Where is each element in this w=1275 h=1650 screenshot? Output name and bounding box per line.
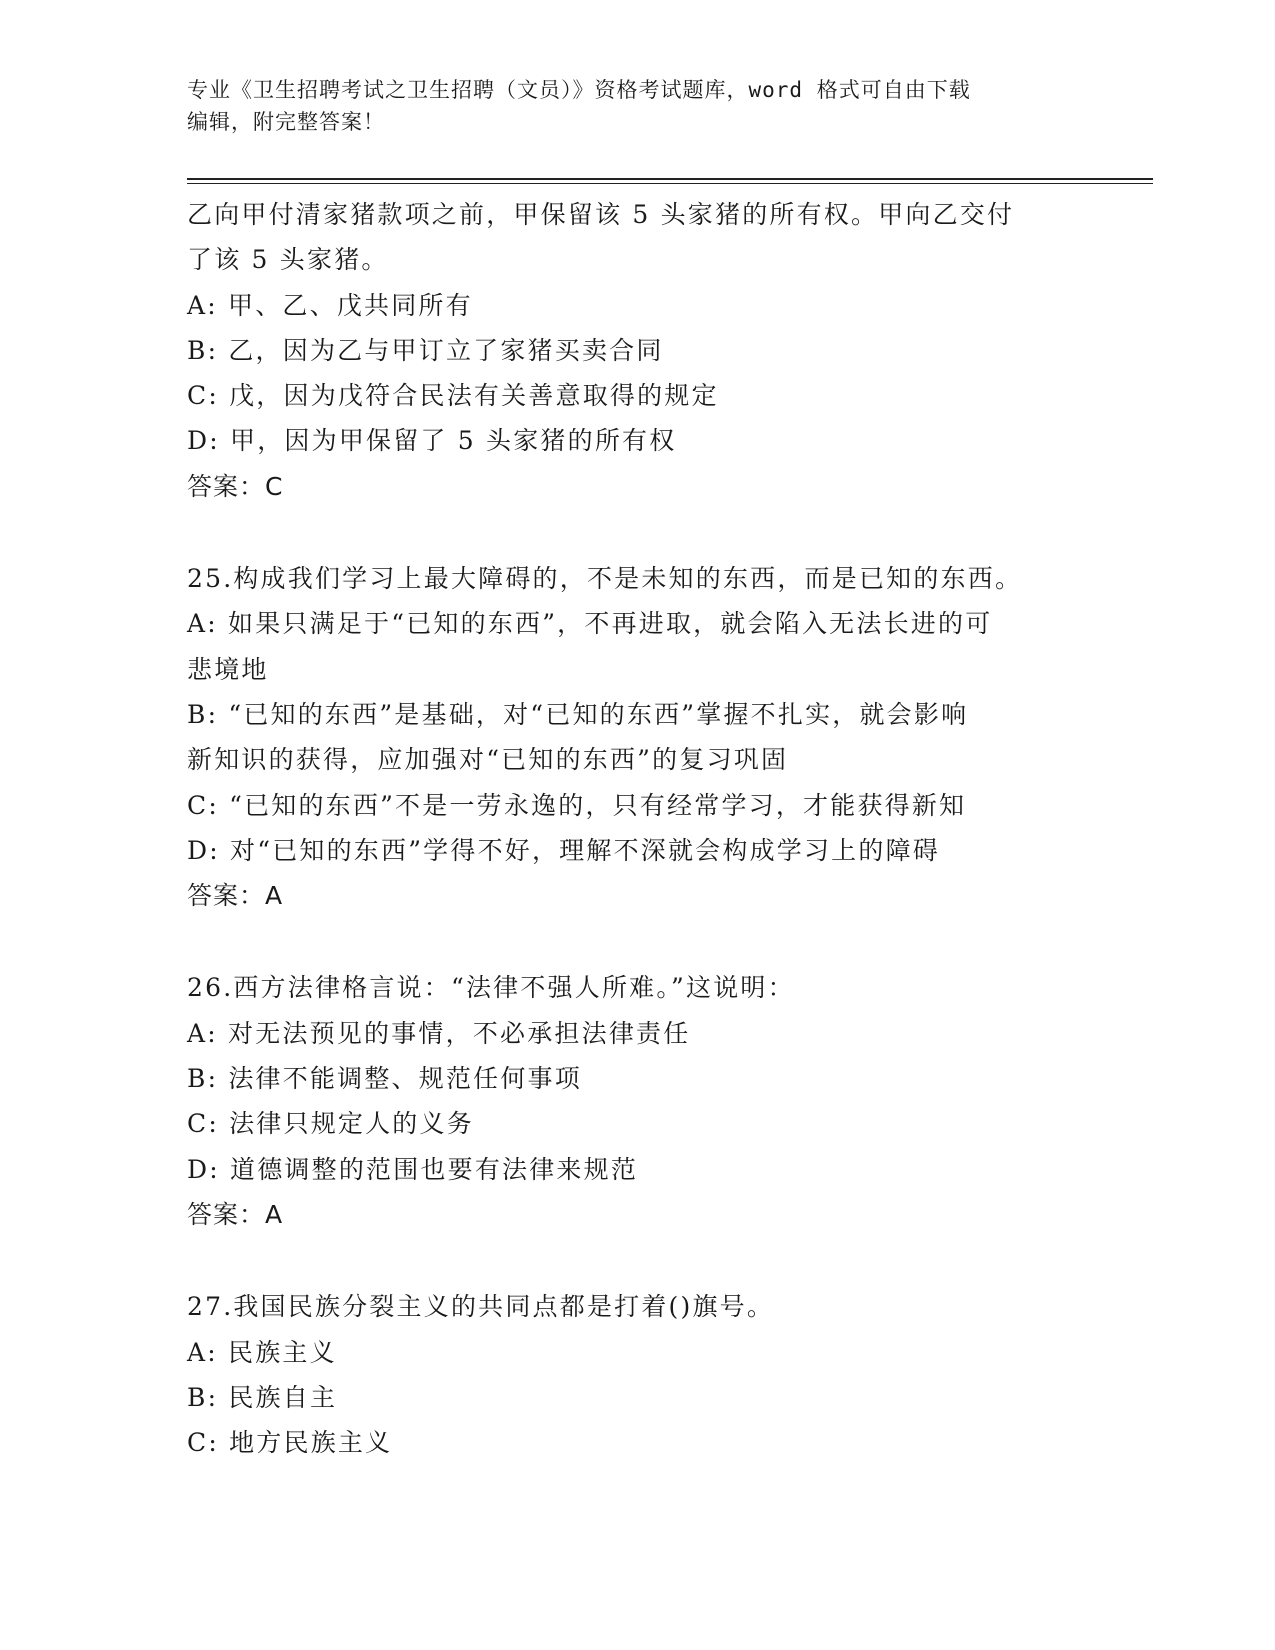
option-b: B: 法律不能调整、规范任何事项 <box>187 1064 582 1094</box>
option-a: A: 甲、乙、戊共同所有 <box>187 290 473 320</box>
option-c: C: 戊，因为戊符合民法有关善意取得的规定 <box>187 381 719 411</box>
answer-line: 答案：A <box>187 1199 284 1229</box>
question-stem-line: 25.构成我们学习上最大障碍的，不是未知的东西，而是已知的东西。 <box>187 564 1023 594</box>
question-26-block <box>187 965 1087 1237</box>
question-spacer <box>187 1237 1087 1284</box>
option-b: B: 民族自主 <box>187 1382 338 1412</box>
option-d: D: 甲，因为甲保留了 5 头家猪的所有权 <box>187 426 677 456</box>
question-content <box>187 192 1087 1465</box>
question-spacer <box>187 509 1087 556</box>
option-a-continued: 悲境地 <box>187 654 269 684</box>
answer-line: 答案：C <box>187 471 284 501</box>
header-divider-thin <box>187 183 1153 184</box>
option-a: A: 对无法预见的事情，不必承担法律责任 <box>187 1018 691 1048</box>
option-c: C: 地方民族主义 <box>187 1428 393 1458</box>
header-line-2: 编辑，附完整答案！ <box>187 110 385 134</box>
option-b: B: “已知的东西”是基础，对“已知的东西”掌握不扎实，就会影响 <box>187 699 969 729</box>
document-header <box>187 74 1087 138</box>
question-spacer <box>187 918 1087 965</box>
option-d: D: 道德调整的范围也要有法律来规范 <box>187 1154 639 1184</box>
option-d: D: 对“已知的东西”学得不好，理解不深就会构成学习上的障碍 <box>187 835 940 865</box>
question-25-block <box>187 556 1087 918</box>
option-c: C: 法律只规定人的义务 <box>187 1109 474 1139</box>
option-c: C: “已知的东西”不是一劳永逸的，只有经常学习，才能获得新知 <box>187 790 967 820</box>
question-stem-line: 了该 5 头家猪。 <box>187 245 389 275</box>
answer-line: 答案：A <box>187 881 284 911</box>
header-divider-thick <box>187 178 1153 180</box>
question-stem-line: 乙向甲付清家猪款项之前，甲保留该 5 头家猪的所有权。甲向乙交付 <box>187 200 1015 229</box>
option-b-continued: 新知识的获得，应加强对“已知的东西”的复习巩固 <box>187 745 789 775</box>
option-a: A: 如果只满足于“已知的东西”，不再进取，就会陷入无法长进的可 <box>187 609 993 639</box>
header-line-1: 专业《卫生招聘考试之卫生招聘（文员）》资格考试题库，word 格式可自由下载 <box>187 78 971 102</box>
question-27-block <box>187 1284 1087 1465</box>
option-a: A: 民族主义 <box>187 1337 337 1367</box>
option-b: B: 乙，因为乙与甲订立了家猪买卖合同 <box>187 335 664 365</box>
question-stem-line: 26.西方法律格言说：“法律不强人所难。”这说明： <box>187 973 795 1003</box>
question-stem-line: 27.我国民族分裂主义的共同点都是打着()旗号。 <box>187 1292 775 1322</box>
question-24-block <box>187 192 1087 509</box>
